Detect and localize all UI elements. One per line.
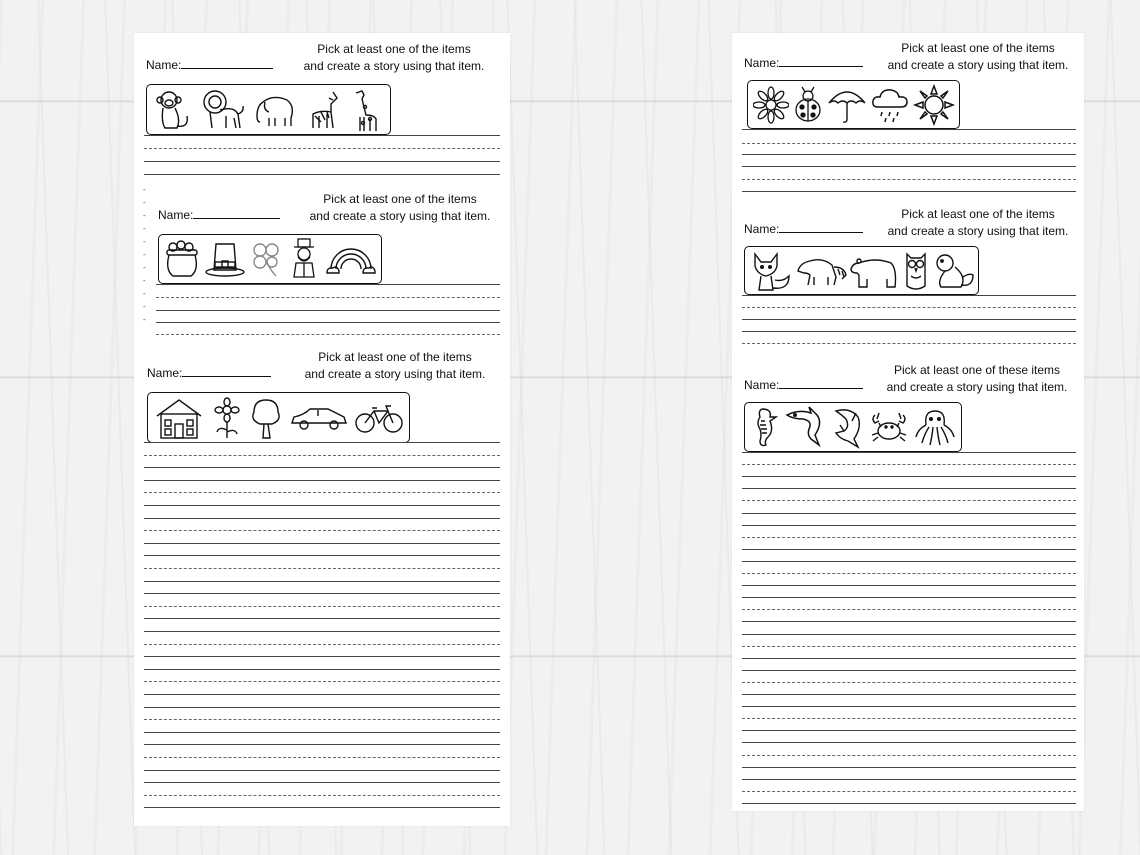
writing-line	[144, 606, 500, 607]
tree-icon	[248, 396, 284, 440]
writing-line	[144, 744, 500, 745]
writing-line	[742, 537, 1076, 538]
writing-line	[144, 492, 500, 493]
writing-line	[742, 452, 1076, 453]
writing-line	[144, 795, 500, 796]
prompt-text	[878, 206, 1078, 239]
car-icon	[288, 403, 350, 433]
prompt-line-2: and create a story using that item.	[304, 366, 486, 381]
zebra-icon	[303, 88, 343, 132]
picture-box	[747, 80, 960, 129]
fox-icon	[749, 250, 793, 292]
prompt-line-1: Pick at least one of the items	[323, 192, 477, 206]
owl-icon	[902, 250, 930, 292]
prompt-text	[294, 41, 494, 74]
prompt-text	[295, 349, 495, 382]
monkey-icon	[153, 88, 195, 132]
name-label: Name:	[744, 378, 780, 392]
writing-line	[742, 658, 1076, 659]
prompt-text	[300, 191, 500, 224]
bicycle-icon	[354, 401, 404, 435]
story-section	[732, 33, 1084, 195]
writing-lines	[742, 452, 1076, 807]
raccoon-icon	[794, 253, 848, 289]
writing-line	[144, 455, 500, 456]
picture-box	[146, 84, 391, 135]
writing-line	[742, 513, 1076, 514]
writing-line	[144, 631, 500, 632]
name-field[interactable]	[146, 57, 273, 72]
elephant-icon	[251, 88, 297, 132]
name-label: Name:	[744, 222, 780, 236]
prompt-text	[877, 362, 1077, 395]
lion-icon	[200, 88, 246, 132]
writing-line	[144, 669, 500, 670]
writing-line	[742, 525, 1076, 526]
leprechaun-hat-icon	[204, 238, 246, 280]
writing-line	[144, 644, 500, 645]
name-field[interactable]	[744, 55, 863, 70]
writing-line	[742, 791, 1076, 792]
writing-line	[742, 742, 1076, 743]
writing-line	[144, 757, 500, 758]
prompt-text	[878, 40, 1078, 73]
shark-icon	[830, 405, 864, 449]
writing-line	[742, 779, 1076, 780]
name-field[interactable]	[147, 365, 271, 380]
writing-line	[742, 646, 1076, 647]
writing-line	[144, 656, 500, 657]
prompt-line-2: and create a story using that item.	[887, 57, 1069, 72]
flower-icon	[209, 396, 245, 440]
shamrock-icon	[248, 238, 284, 280]
writing-line	[742, 718, 1076, 719]
writing-line	[742, 464, 1076, 465]
prompt-line-2: and create a story using that item.	[309, 208, 491, 223]
worksheet-left	[134, 33, 510, 826]
daisy-icon	[753, 85, 789, 125]
seahorse-icon	[750, 405, 780, 449]
prompt-line-2: and create a story using that item.	[303, 58, 485, 73]
writing-line	[144, 568, 500, 569]
writing-line	[742, 621, 1076, 622]
writing-line	[144, 618, 500, 619]
writing-line	[144, 480, 500, 481]
writing-lines	[156, 284, 500, 336]
house-icon	[153, 396, 205, 440]
writing-lines	[144, 442, 500, 822]
name-label: Name:	[158, 208, 194, 222]
writing-line	[144, 681, 500, 682]
umbrella-icon	[827, 85, 867, 125]
writing-line	[144, 593, 500, 594]
pot-of-gold-icon	[163, 238, 201, 280]
name-label: Name:	[744, 56, 780, 70]
name-field[interactable]	[744, 221, 863, 236]
picture-box	[744, 402, 962, 452]
name-label: Name:	[147, 366, 183, 380]
writing-line	[144, 707, 500, 708]
writing-line	[144, 530, 500, 531]
writing-line	[742, 803, 1076, 804]
writing-line	[742, 561, 1076, 562]
bear-icon	[849, 253, 901, 289]
prompt-line-1: Pick at least one of the items	[317, 42, 471, 56]
picture-box	[158, 234, 382, 284]
story-section	[134, 33, 510, 178]
writing-line	[742, 634, 1076, 635]
worksheet-right	[732, 33, 1084, 811]
writing-line	[742, 767, 1076, 768]
writing-line	[742, 476, 1076, 477]
writing-line	[144, 505, 500, 506]
sun-icon	[913, 84, 955, 126]
prompt-line-2: and create a story using that item.	[886, 379, 1068, 394]
writing-line	[742, 609, 1076, 610]
name-field[interactable]	[158, 207, 280, 222]
writing-line	[144, 555, 500, 556]
writing-line	[742, 597, 1076, 598]
story-section	[134, 183, 510, 338]
name-label: Name:	[146, 58, 182, 72]
writing-line	[742, 573, 1076, 574]
writing-lines	[144, 135, 500, 175]
writing-line	[144, 770, 500, 771]
picture-box	[147, 392, 410, 443]
writing-line	[144, 732, 500, 733]
writing-line	[144, 442, 500, 443]
beaver-icon	[931, 251, 975, 291]
giraffe-icon	[348, 87, 384, 133]
prompt-line-2: and create a story using that item.	[887, 223, 1069, 238]
writing-line	[144, 543, 500, 544]
writing-line	[742, 730, 1076, 731]
prompt-line-1: Pick at least one of the items	[318, 350, 472, 364]
writing-line	[742, 670, 1076, 671]
ladybug-icon	[792, 85, 824, 125]
margin-ticks: - - - - - - - - - - -	[143, 185, 146, 324]
dolphin-icon	[785, 405, 825, 449]
writing-line	[742, 500, 1076, 501]
writing-line	[742, 549, 1076, 550]
writing-line	[144, 782, 500, 783]
writing-line	[144, 518, 500, 519]
writing-line	[144, 581, 500, 582]
crab-icon	[869, 409, 909, 445]
writing-line	[742, 488, 1076, 489]
writing-lines	[742, 295, 1076, 345]
rainbow-icon	[325, 239, 377, 279]
writing-line	[742, 585, 1076, 586]
writing-line	[742, 682, 1076, 683]
leprechaun-icon	[286, 237, 322, 281]
writing-line	[742, 694, 1076, 695]
writing-line	[144, 719, 500, 720]
name-field[interactable]	[744, 377, 863, 392]
octopus-icon	[914, 407, 956, 447]
prompt-line-1: Pick at least one of these items	[893, 363, 1061, 377]
picture-box	[744, 246, 979, 295]
writing-line	[742, 706, 1076, 707]
writing-line	[742, 755, 1076, 756]
story-section	[732, 199, 1084, 347]
writing-line	[144, 807, 500, 808]
writing-line	[144, 467, 500, 468]
prompt-line-1: Pick at least one of the items	[901, 41, 1055, 55]
writing-lines	[742, 129, 1076, 193]
writing-line	[144, 694, 500, 695]
prompt-line-1: Pick at least one of the items	[901, 207, 1055, 221]
rain-cloud-icon	[870, 85, 910, 125]
